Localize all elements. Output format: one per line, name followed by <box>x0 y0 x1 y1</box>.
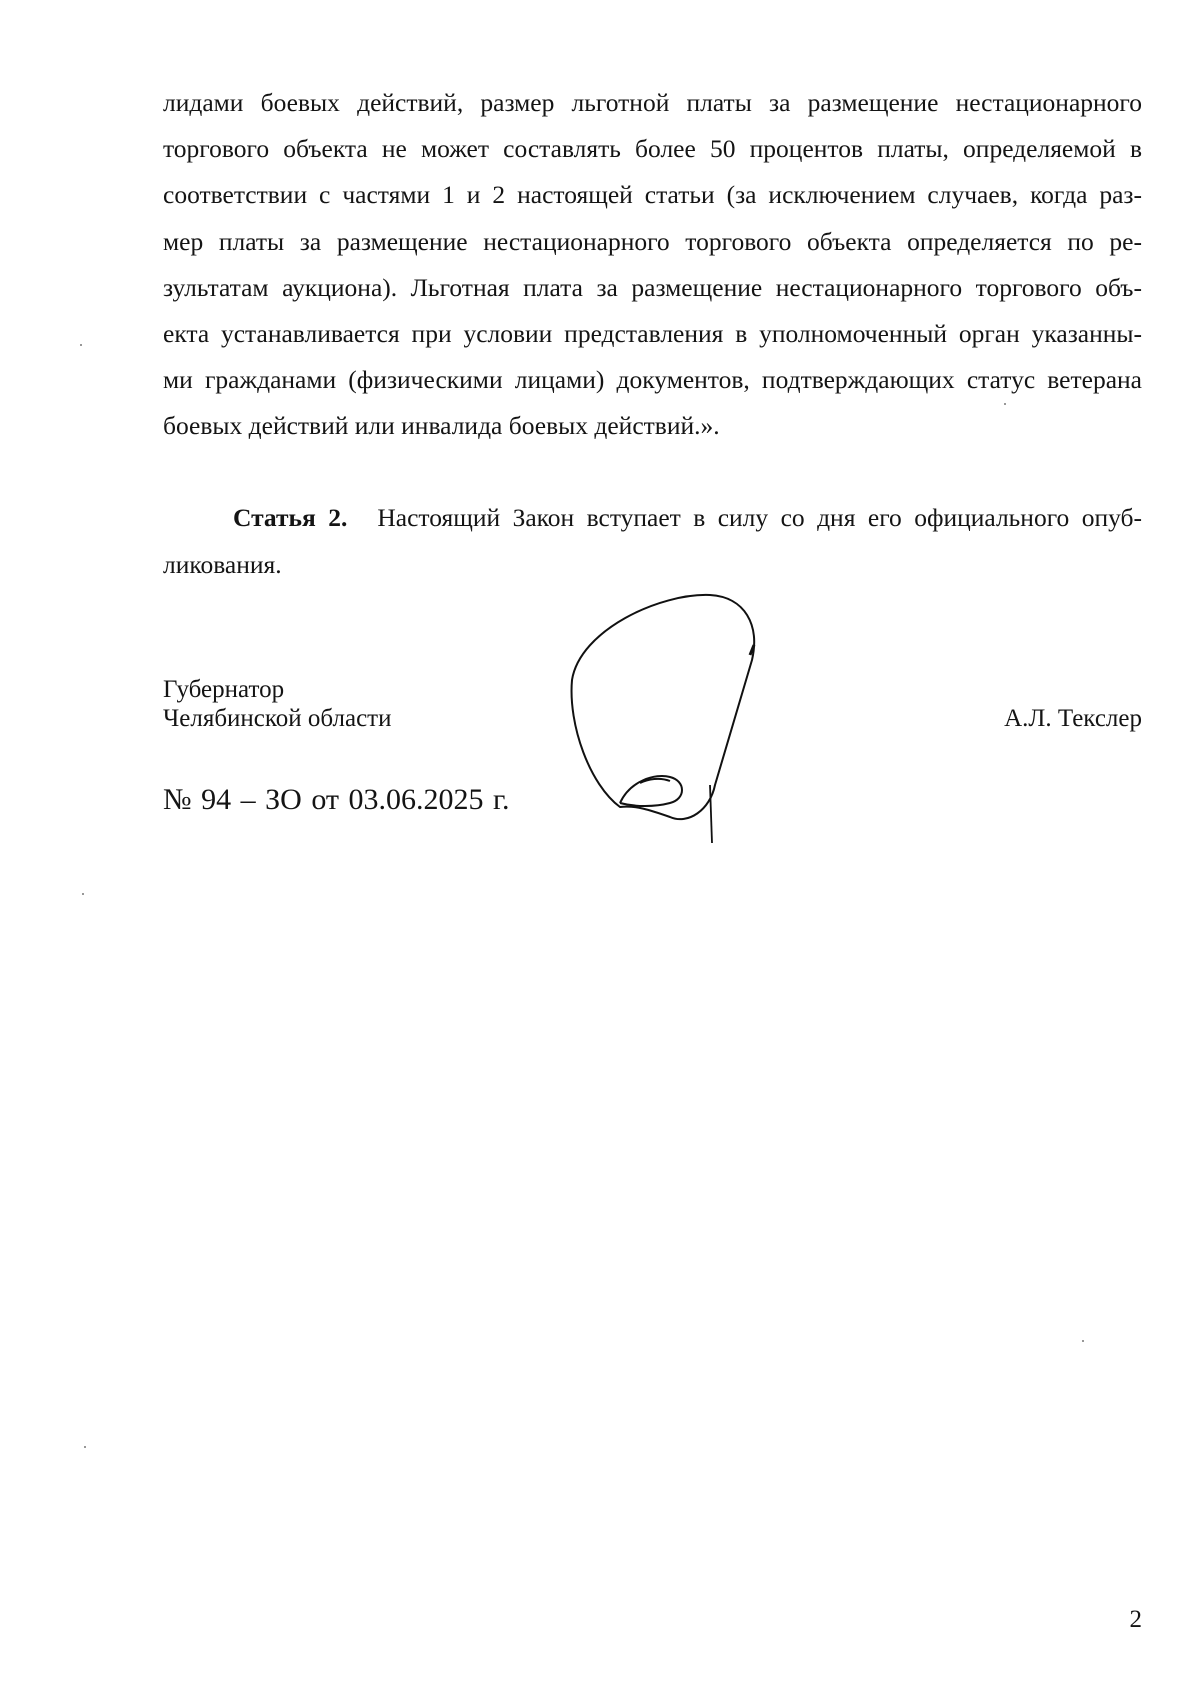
scan-speck <box>82 893 84 895</box>
law-number: № 94 – ЗО от 03.06.2025 г. <box>163 783 510 816</box>
page-number: 2 <box>1129 1606 1142 1633</box>
body-line: мер платы за размещение нестационарного торгового объекта определяется по ре- <box>163 226 1142 256</box>
scan-speck <box>1004 403 1006 405</box>
signatory-name: А.Л. Текслер <box>1004 705 1142 732</box>
body-line: екта устанавливается при условии представления в уполномоченный орган указанны- <box>163 318 1142 348</box>
body-line: лидами боевых действий, размер льготной платы за размещение нестационарного <box>163 88 1142 117</box>
body-line: соответствии с частями 1 и 2 настоящей статьи (за исключением случаев, когда раз- <box>163 180 1142 210</box>
body-paragraph <box>163 86 1142 456</box>
article-2-first-line <box>163 501 1142 548</box>
article-2-label: Статья 2. <box>233 503 348 532</box>
signatory-title-line: Челябинской области <box>163 705 392 732</box>
signatory-title <box>163 675 391 733</box>
body-line: торгового объекта не может составлять более 50 процентов платы, определяемой в <box>163 134 1142 164</box>
handwritten-signature <box>560 585 770 845</box>
body-line: боевых действий или инвалида боевых действий.». <box>163 411 720 441</box>
signatory-title-line: Губернатор <box>163 676 285 703</box>
article-2-second-line: ликования. <box>163 549 282 579</box>
scan-speck <box>1082 1340 1084 1342</box>
scan-speck <box>84 1446 86 1448</box>
article-2 <box>163 501 1142 594</box>
article-2-text: Настоящий Закон вступает в силу со дня его официального опуб- <box>377 503 1142 532</box>
body-line: зультатам аукциона). Льготная плата за размещение нестационарного торгового объ- <box>163 272 1142 302</box>
body-line: ми гражданами (физическими лицами) документов, подтверждающих статус ветерана <box>163 365 1142 395</box>
scan-speck <box>80 344 82 346</box>
